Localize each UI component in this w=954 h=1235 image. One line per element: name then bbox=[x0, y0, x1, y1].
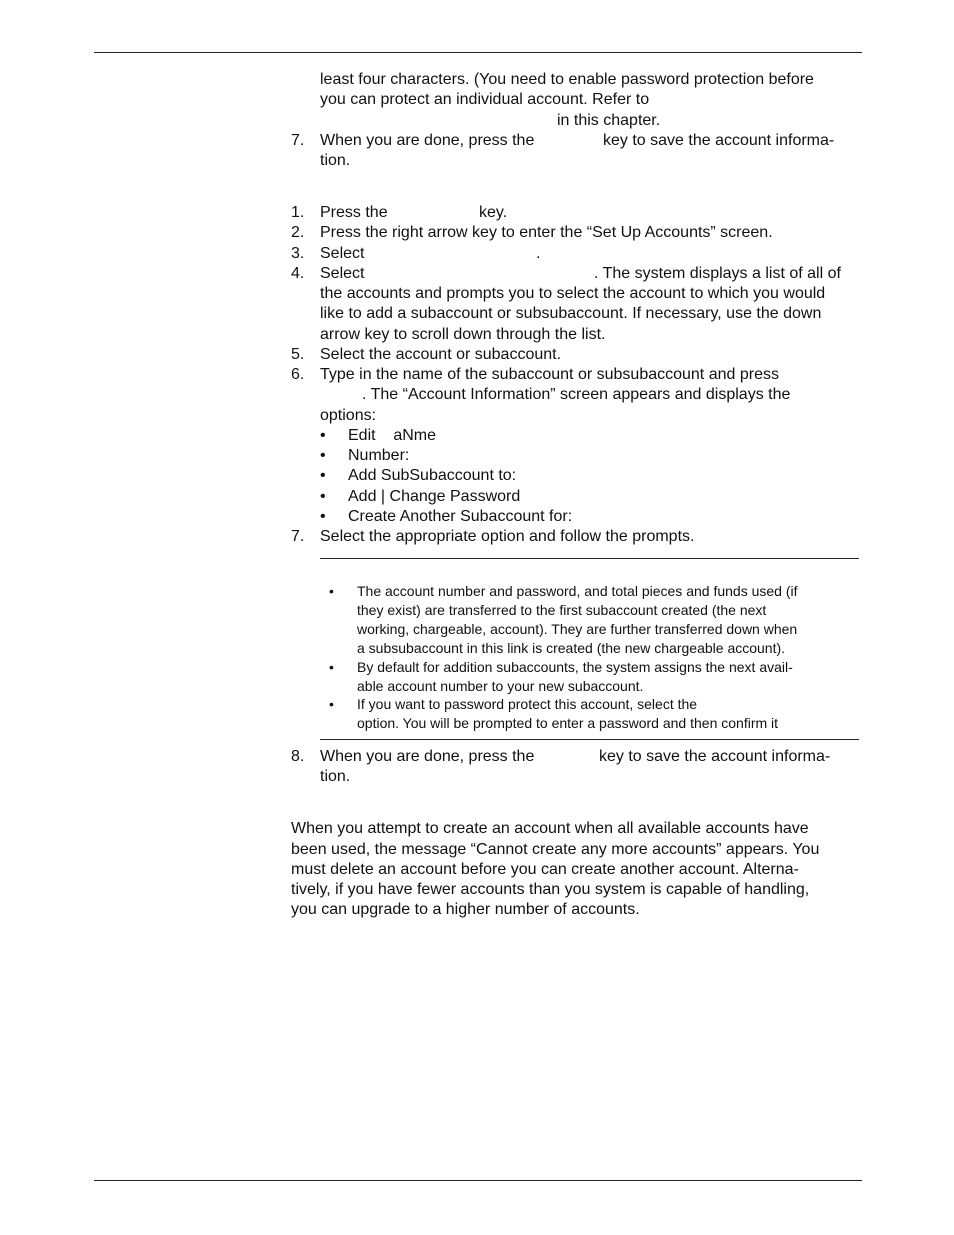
closing-paragraph-line-3: must delete an account before you can create another account. Alterna- bbox=[291, 861, 799, 878]
step4-number: 4. bbox=[291, 265, 305, 282]
step8-text-line-2: tion. bbox=[320, 768, 351, 785]
closing-paragraph-line-1: When you attempt to create an account when all available accounts have bbox=[291, 820, 809, 837]
option-add-subsubaccount: Add SubSubaccount to: bbox=[348, 467, 517, 484]
step2-number: 2. bbox=[291, 224, 305, 241]
option-number: Number: bbox=[348, 447, 410, 464]
step6-text-line-2: . The “Account Information” screen appears and displays the bbox=[362, 386, 791, 403]
option-edit-name: Edit aNme bbox=[348, 427, 437, 444]
step4-text-line-2: the accounts and prompts you to select the account to which you would bbox=[320, 285, 826, 302]
step7-text-after-key: key to save the account informa- bbox=[603, 132, 835, 149]
closing-paragraph-line-2: been used, the message “Cannot create any more accounts” appears. You bbox=[291, 841, 820, 858]
note-1-line-3: working, chargeable, account). They are further transferred down when bbox=[357, 621, 798, 637]
note-bullet: • bbox=[329, 659, 334, 675]
option-create-another-subaccount: Create Another Subaccount for: bbox=[348, 508, 573, 525]
step6-text-line-3: options: bbox=[320, 407, 377, 424]
option-change-password: Add | Change Password bbox=[348, 488, 521, 505]
step4-text-a: Select bbox=[320, 265, 365, 282]
step4-text-line-3: like to add a subaccount or subsubaccount. If necessary, use the down bbox=[320, 305, 822, 322]
note-3-line-1: If you want to password protect this account, select the bbox=[357, 696, 698, 712]
step4-text-b: . The system displays a list of all of bbox=[594, 265, 841, 282]
step6-continuation-line-2: you can protect an individual account. Refer to bbox=[320, 91, 650, 108]
note-bullet: • bbox=[329, 583, 334, 599]
note-1-line-1: The account number and password, and total pieces and funds used (if bbox=[357, 583, 798, 599]
step1-text-b: key. bbox=[479, 204, 508, 221]
step6-continuation-line-1: least four characters. (You need to enable password protection before bbox=[320, 71, 814, 88]
note-1-line-4: a subsubaccount in this link is created (the new chargeable account). bbox=[357, 640, 786, 656]
closing-paragraph-line-4: tively, if you have fewer accounts than you system is capable of handling, bbox=[291, 881, 810, 898]
step5-number: 5. bbox=[291, 346, 305, 363]
step7-text-before-key: When you are done, press the bbox=[320, 132, 535, 149]
note-2-line-1: By default for addition subaccounts, the system assigns the next avail- bbox=[357, 659, 793, 675]
step8-text-before-key: When you are done, press the bbox=[320, 748, 535, 765]
step6-continuation-line-3: in this chapter. bbox=[557, 112, 661, 129]
step5-text: Select the account or subaccount. bbox=[320, 346, 562, 363]
header-rule bbox=[94, 52, 862, 53]
step8-number: 8. bbox=[291, 748, 305, 765]
step7-number: 7. bbox=[291, 132, 305, 149]
option-bullet: • bbox=[320, 467, 326, 484]
step1-text-a: Press the bbox=[320, 204, 388, 221]
step6-text-line-1: Type in the name of the subaccount or subsubaccount and press bbox=[320, 366, 779, 383]
step7b-text: Select the appropriate option and follow the prompts. bbox=[320, 528, 695, 545]
note-2-line-2: able account number to your new subaccount. bbox=[357, 678, 644, 694]
step6-number: 6. bbox=[291, 366, 305, 383]
footer-rule bbox=[94, 1180, 862, 1181]
step3-number: 3. bbox=[291, 245, 305, 262]
step4-text-line-4: arrow key to scroll down through the list. bbox=[320, 326, 606, 343]
step7b-number: 7. bbox=[291, 528, 305, 545]
note-top-rule bbox=[320, 558, 859, 559]
note-1-line-2: they exist) are transferred to the first subaccount created (the next bbox=[357, 602, 767, 618]
option-bullet: • bbox=[320, 488, 326, 505]
step8-text-after-key: key to save the account informa- bbox=[599, 748, 831, 765]
option-bullet: • bbox=[320, 447, 326, 464]
step7-text-line-2: tion. bbox=[320, 152, 351, 169]
step1-number: 1. bbox=[291, 204, 305, 221]
note-bottom-rule bbox=[320, 739, 859, 740]
closing-paragraph-line-5: you can upgrade to a higher number of accounts. bbox=[291, 901, 640, 918]
option-bullet: • bbox=[320, 427, 326, 444]
note-bullet: • bbox=[329, 696, 334, 712]
step2-text: Press the right arrow key to enter the “Set Up Accounts” screen. bbox=[320, 224, 773, 241]
note-3-line-2: option. You will be prompted to enter a password and then confirm it bbox=[357, 715, 779, 731]
step3-text-a: Select bbox=[320, 245, 365, 262]
option-bullet: • bbox=[320, 508, 326, 525]
step3-text-b: . bbox=[536, 245, 541, 262]
